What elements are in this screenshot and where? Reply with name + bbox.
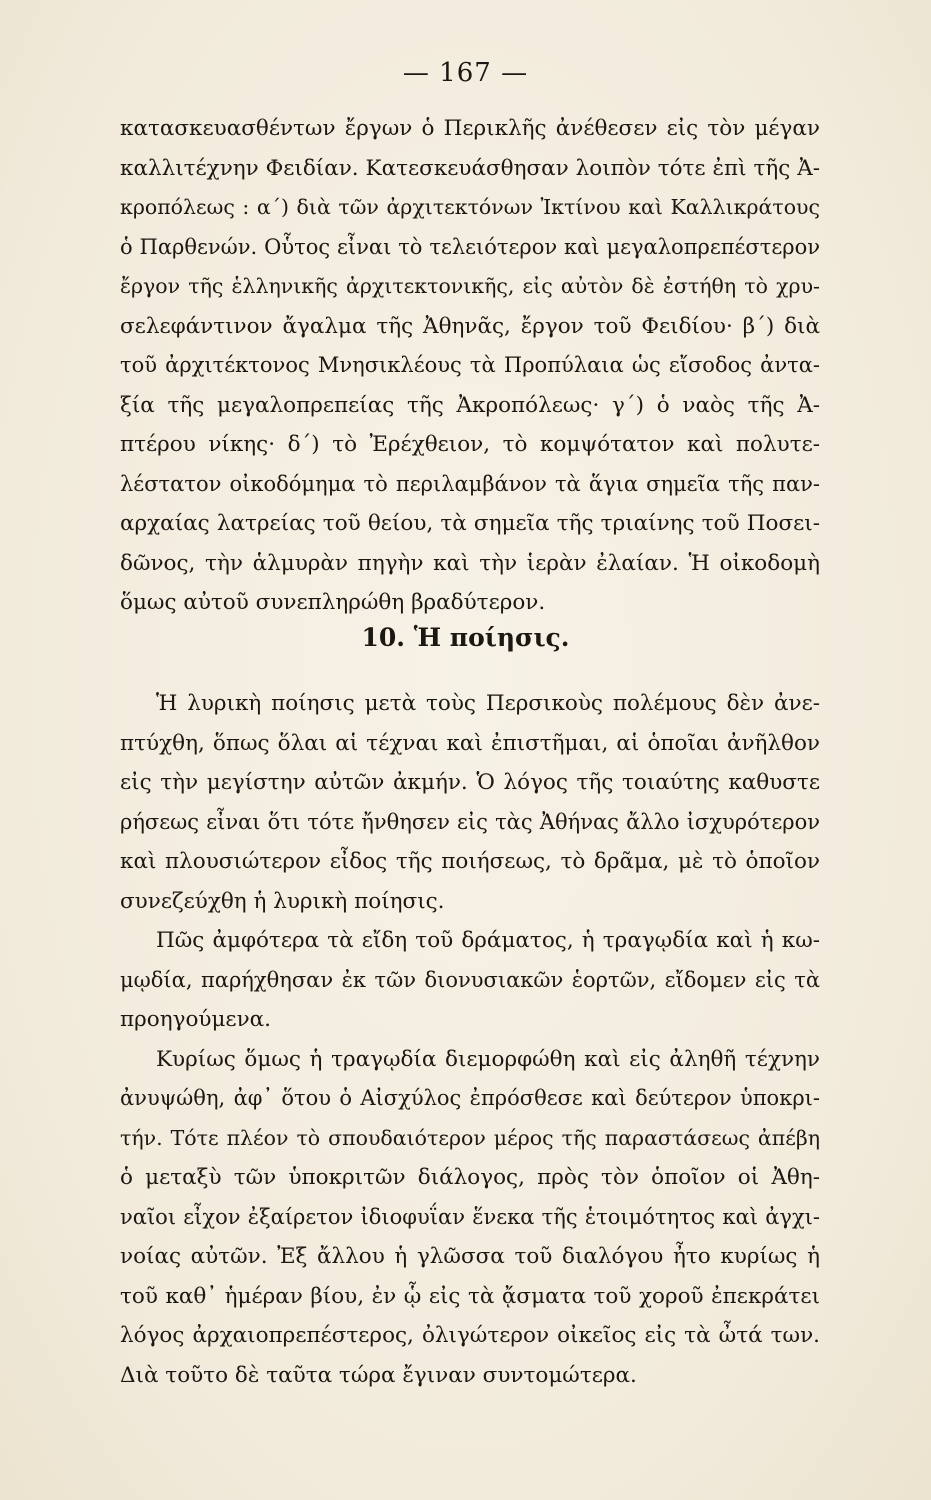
text-line: νοίας αὐτῶν. Ἐξ ἄλλου ἡ γλῶσσα τοῦ διαλόγου ἦτο κυρίως ἡ <box>120 1244 820 1269</box>
text-line: σελεφάντινον ἄγαλμα τῆς Ἀθηνᾶς, ἔργον τοῦ Φειδίου· β΄) διὰ <box>120 313 820 339</box>
text-line: ὅμως αὐτοῦ συνεπληρώθη βραδύτερον. <box>120 590 546 615</box>
text-line: ἔργον τῆς ἑλληνικῆς ἀρχιτεκτονικῆς, εἰς αὐτὸν δὲ ἐστήθη τὸ χρυ- <box>120 274 820 298</box>
text-line: μῳδία, παρήχθησαν ἐκ τῶν διονυσιακῶν ἑορτῶν, εἴδομεν εἰς τὰ <box>120 967 820 992</box>
text-line: πτέρου νίκης· δ΄) τὸ Ἐρέχθειον, τὸ κομψότατον καὶ πολυτε- <box>120 432 820 457</box>
paragraph-parthenon <box>120 109 820 623</box>
text-line: Πῶς ἀμφότερα τὰ εἴδη τοῦ δράματος, ἡ τραγῳδία καὶ ἡ κω- <box>156 928 820 953</box>
text-line: Κυρίως ὅμως ἡ τραγῳδία διεμορφώθη καὶ εἰς ἀληθῆ τέχνην <box>156 1046 820 1072</box>
text-line: τοῦ ἀρχιτέκτονος Μνησικλέους τὰ Προπύλαια ὡς εἴσοδος ἀντα- <box>120 353 820 377</box>
text-line: πτύχθη, ὅπως ὅλαι αἱ τέχναι καὶ ἐπιστῆμαι, αἱ ὁποῖαι ἀνῆλθον <box>120 730 820 756</box>
text-line: τήν. Τότε πλέον τὸ σπουδαιότερον μέρος τῆς παραστάσεως ἀπέβη <box>120 1125 820 1150</box>
text-line: ὁ μεταξὺ τῶν ὑποκριτῶν διάλογος, πρὸς τὸν ὁποῖον οἱ Ἀθη- <box>120 1165 820 1190</box>
text-line: ναῖοι εἶχον ἐξαίρετον ἰδιοφυΐαν ἕνεκα τῆς ἑτοιμότητος καὶ ἀγχι- <box>120 1204 820 1229</box>
section-heading: 10. Ἡ ποίησις. <box>361 623 570 652</box>
text-line: ἀνυψώθη, ἀφ᾽ ὅτου ὁ Αἰσχύλος ἐπρόσθεσε καὶ δεύτερον ὑποκρι- <box>120 1086 820 1110</box>
text-line: ὁ Παρθενών. Οὗτος εἶναι τὸ τελειότερον καὶ μεγαλοπρεπέστερον <box>120 234 820 259</box>
text-line: συνεζεύχθη ἡ λυρικὴ ποίησις. <box>120 888 445 914</box>
paragraph-poetry <box>120 684 820 1395</box>
text-line: Διὰ τοῦτο δὲ ταῦτα τώρα ἔγιναν συντομώτερα. <box>120 1362 637 1388</box>
text-line: εἰς τὴν μεγίστην αὐτῶν ἀκμήν. Ὁ λόγος τῆς τοιαύτης καθυστε <box>120 770 820 795</box>
text-line: προηγούμενα. <box>120 1007 271 1032</box>
text-line: αρχαίας λατρείας τοῦ θείου, τὰ σημεῖα τῆς τριαίνης τοῦ Ποσει- <box>120 511 820 536</box>
text-line: τοῦ καθ᾽ ἡμέραν βίου, ἐν ᾧ εἰς τὰ ᾄσματα τοῦ χοροῦ ἐπεκράτει <box>120 1283 820 1309</box>
text-line: ξία τῆς μεγαλοπρεπείας τῆς Ἀκροπόλεως· γ΄) ὁ ναὸς τῆς Ἀ- <box>120 392 820 418</box>
text-line: λόγος ἀρχαιοπρεπέστερος, ὀλιγώτερον οἰκεῖος εἰς τὰ ὦτά των. <box>120 1323 820 1348</box>
text-line: κατασκευασθέντων ἔργων ὁ Περικλῆς ἀνέθεσεν εἰς τὸν μέγαν <box>120 116 820 141</box>
text-line: κροπόλεως : α΄) διὰ τῶν ἀρχιτεκτόνων Ἰκτίνου καὶ Καλλικράτους <box>120 195 820 219</box>
text-line: λέστατον οἰκοδόμημα τὸ περιλαμβάνον τὰ ἅγια σημεῖα τῆς παν- <box>120 471 820 496</box>
text-line: καλλιτέχνην Φειδίαν. Κατεσκευάσθησαν λοιπὸν τότε ἐπὶ τῆς Ἀ- <box>120 155 820 181</box>
text-line: ρήσεως εἶναι ὅτι τότε ἤνθησεν εἰς τὰς Ἀθήνας ἄλλο ἰσχυρότερον <box>120 809 820 834</box>
text-line: καὶ πλουσιώτερον εἶδος τῆς ποιήσεως, τὸ δρᾶμα, μὲ τὸ ὁποῖον <box>120 849 820 874</box>
text-line: δῶνος, τὴν ἁλμυρὰν πηγὴν καὶ τὴν ἱερὰν ἐλαίαν. Ἡ οἰκοδομὴ <box>120 550 820 576</box>
page-number: — 167 — <box>402 58 529 88</box>
text-line: Ἡ λυρικὴ ποίησις μετὰ τοὺς Περσικοὺς πολέμους δὲν ἀνε- <box>156 691 820 716</box>
